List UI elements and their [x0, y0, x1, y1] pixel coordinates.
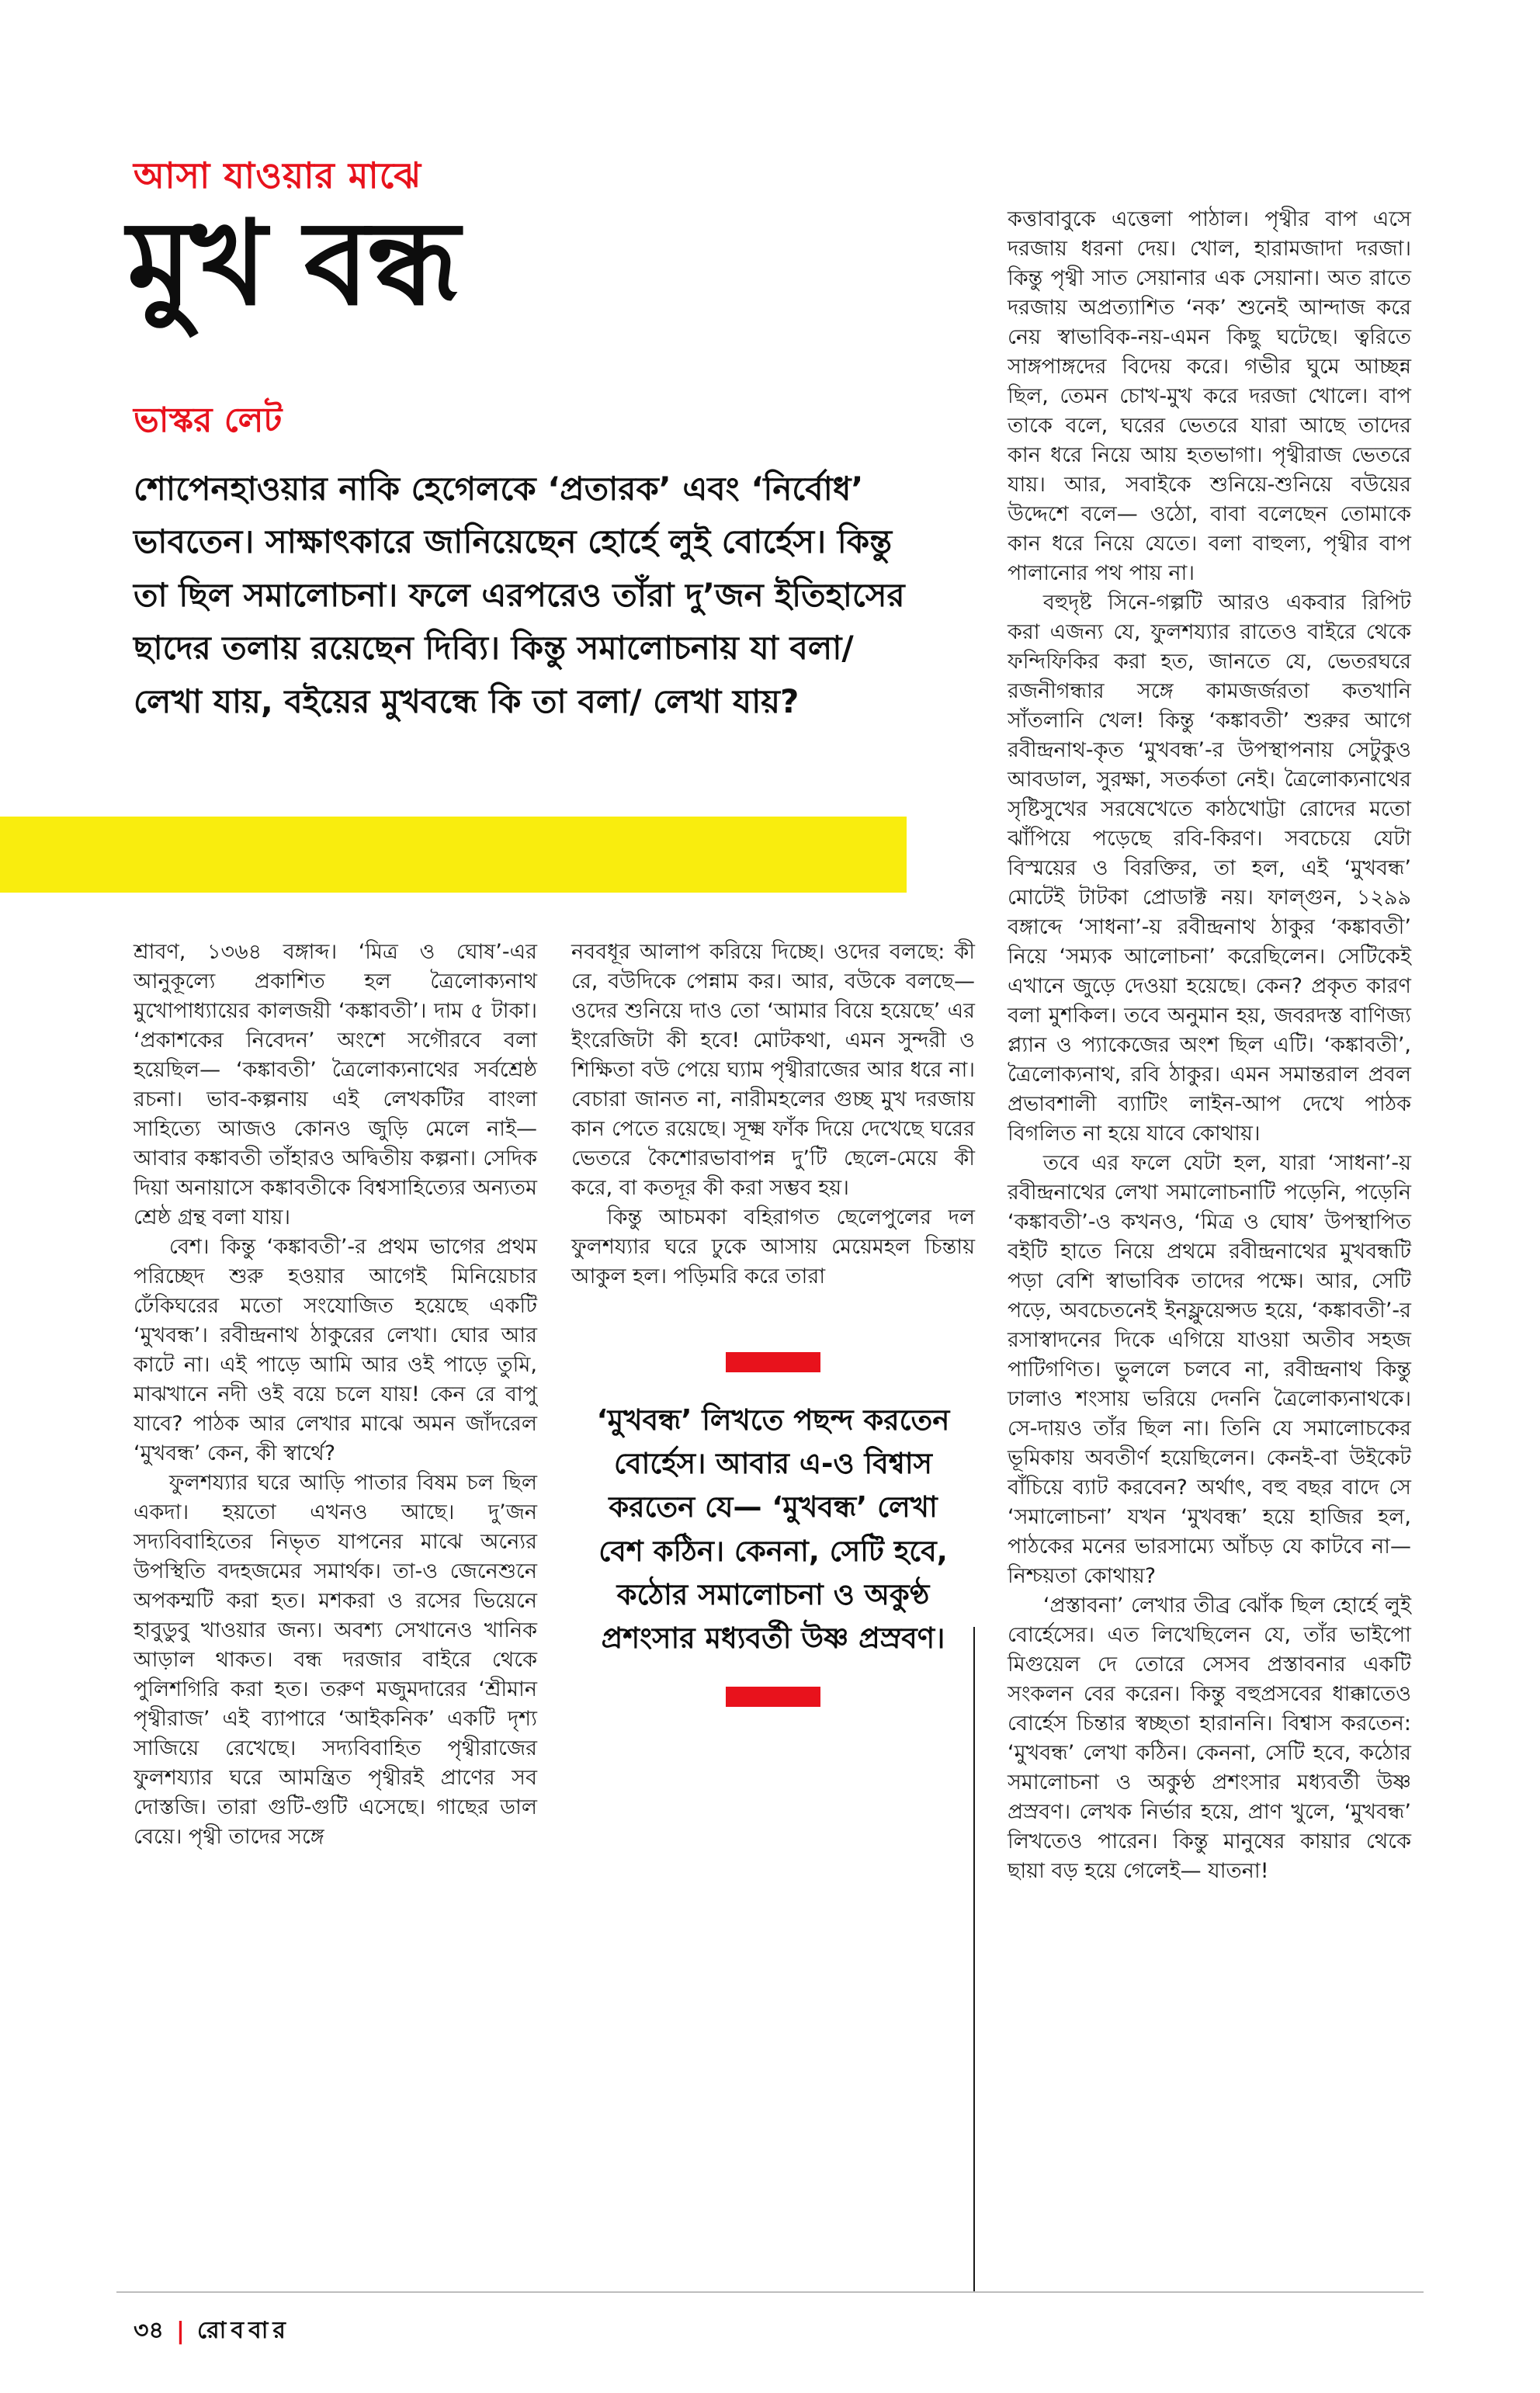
- page-footer: [134, 2311, 290, 2351]
- column-divider-rule: [973, 1627, 975, 2291]
- body-paragraph: নববধূর আলাপ করিয়ে দিচ্ছে। ওদের বলছে: কী রে, বউদিকে পেন্নাম কর। আর, বউকে বলছে— ওদের শুনিয়ে দাও তো ‘আমার বিয়ে হয়েছে’ এর ইংরেজিটা কী হবে! মোটকথা, এমন সুন্দরী ও শিক্ষিতা বউ পেয়ে ঘ্যাম পৃথ্বীরাজের আর ধরে না। বেচারা জানত না, নারীমহলের গুচ্ছ মুখ দরজায় কান পেতে রয়েছে। সূক্ষ্ম ফাঁক দিয়ে দেখেছে ঘরের ভেতরে কৈশোরভাবাপন্ন দু’টি ছেলে-মেয়ে কী করে, বা কতদূর কী করা সম্ভব হয়।: [571, 940, 975, 1200]
- author-byline: ভাস্কর লেট: [134, 401, 283, 440]
- footer-rule: [116, 2291, 1424, 2293]
- magazine-name: রোববার: [196, 2317, 290, 2344]
- body-paragraph: বেশ। কিন্তু ‘কঙ্কাবতী’-র প্রথম ভাগের প্রথম পরিচ্ছেদ শুরু হওয়ার আগেই মিনিয়েচার ঢেঁকিঘরের মতো সংযোজিত হয়েছে একটি ‘মুখবন্ধ’। রবীন্দ্রনাথ ঠাকুরের লেখা। ঘোর আর কাটে না। এই পাড়ে আমি আর ওই পাড়ে তুমি, মাঝখানে নদী ওই বয়ে চলে যায়! কেন রে বাপু যাবে? পাঠক আর লেখার মাঝে অমন জাঁদরেল ‘মুখবন্ধ’ কেন, কী স্বার্থে?: [134, 1235, 537, 1465]
- footer-separator: |: [175, 2318, 185, 2345]
- pull-quote-top-rule: [726, 1352, 820, 1372]
- yellow-highlight-bar: [0, 817, 907, 893]
- lead-paragraph: শোপেনহাওয়ার নাকি হেগেলকে ‘প্রতারক’ এবং ‘নির্বোধ’ ভাবতেন। সাক্ষাৎকারে জানিয়েছেন হোর্হে লুই বোর্হেস। কিন্তু তা ছিল সমালোচনা। ফলে এরপরেও তাঁরা দু’জন ইতিহাসের ছাদের তলায় রয়েছেন দিব্যি। কিন্তু সমালোচনায় যা বলা/ লেখা যায়, বইয়ের মুখবন্ধে কি তা বলা/ লেখা যায়?: [134, 470, 905, 720]
- body-column-1: [134, 938, 537, 1852]
- article-title: মুখ বন্ধ: [127, 196, 459, 331]
- section-kicker: আসা যাওয়ার মাঝে: [134, 154, 422, 196]
- body-paragraph: কিন্তু আচমকা বহিরাগত ছেলেপুলের দল ফুলশয্যার ঘরে ঢুকে আসায় মেয়েমহল চিন্তায় আকুল হল। পড়িমরি করে তারা: [571, 1205, 975, 1288]
- pull-quote-bottom-rule: [726, 1687, 820, 1707]
- pull-quote: [571, 1352, 975, 1707]
- pull-quote-text: ‘মুখবন্ধ’ লিখতে পছন্দ করতেন বোর্হেস। আবার এ-ও বিশ্বাস করতেন যে— ‘মুখবন্ধ’ লেখা বেশ কঠিন। কেননা, সেটি হবে, কঠোর সমালোচনা ও অকুণ্ঠ প্রশংসার মধ্যবর্তী উষ্ণ প্রস্রবণ।: [596, 1403, 950, 1656]
- body-column-3: [1008, 205, 1411, 1886]
- body-column-2: [571, 938, 975, 1707]
- body-paragraph: কত্তাবাবুকে এত্তেলা পাঠাল। পৃথ্বীর বাপ এসে দরজায় ধরনা দেয়। খোল, হারামজাদা দরজা। কিন্তু পৃথ্বী সাত সেয়ানার এক সেয়ানা। অত রাতে দরজায় অপ্রত্যাশিত ‘নক’ শুনেই আন্দাজ করে নেয় স্বাভাবিক-নয়-এমন কিছু ঘটেছে। ত্বরিতে সাঙ্গপাঙ্গদের বিদেয় করে। গভীর ঘুমে আচ্ছন্ন ছিল, তেমন চোখ-মুখ করে দরজা খোলে। বাপ তাকে বলে, ঘরের ভেতরে যারা আছে তাদের কান ধরে নিয়ে আয় হতভাগা। পৃথ্বীরাজ ভেতরে যায়। আর, সবাইকে শুনিয়ে-শুনিয়ে বউয়ের উদ্দেশে বলে— ওঠো, বাবা বলেছেন তোমাকে কান ধরে নিয়ে যেতে। বলা বাহুল্য, পৃথ্বীর বাপ পালানোর পথ পায় না।: [1008, 207, 1411, 585]
- body-paragraph: ‘প্রস্তাবনা’ লেখার তীব্র ঝোঁক ছিল হোর্হে লুই বোর্হেসের। এত লিখেছিলেন যে, তাঁর ভাইপো মিগুয়েল দে তোরে সেসব প্রস্তাবনার একটি সংকলন বের করেন। কিন্তু বহুপ্রসবের ধাক্কাতেও বোর্হেস চিন্তার স্বচ্ছতা হারাননি। বিশ্বাস করতেন: ‘মুখবন্ধ’ লেখা কঠিন। কেননা, সেটি হবে, কঠোর সমালোচনা ও অকুণ্ঠ প্রশংসার মধ্যবর্তী উষ্ণ প্রস্রবণ। লেখক নির্ভার হয়ে, প্রাণ খুলে, ‘মুখবন্ধ’ লিখতেও পারেন। কিন্তু মানুষের কায়ার থেকে ছায়া বড় হয়ে গেলেই— যাতনা!: [1008, 1594, 1411, 1883]
- body-paragraph: তবে এর ফলে যেটা হল, যারা ‘সাধনা’-য় রবীন্দ্রনাথের লেখা সমালোচনাটি পড়েনি, পড়েনি ‘কঙ্কাবতী’-ও কখনও, ‘মিত্র ও ঘোষ’ উপস্থাপিত বইটি হাতে নিয়ে প্রথমে রবীন্দ্রনাথের মুখবন্ধটি পড়া বেশি স্বাভাবিক তাদের পক্ষে। আর, সেটি পড়ে, অবচেতনেই ইনফ্লুয়েন্সড হয়ে, ‘কঙ্কাবতী’-র রসাস্বাদনের দিকে এগিয়ে যাওয়া অতীব সহজ পাটিগণিত। ভুললে চলবে না, রবীন্দ্রনাথ কিন্তু ঢালাও শংসায় ভরিয়ে দেননি ত্রৈলোক্যনাথকে। সে-দায়ও তাঁর ছিল না। তিনি যে সমালোচকের ভূমিকায় অবতীর্ণ হয়েছিলেন। কেনই-বা উইকেট বাঁচিয়ে ব্যাট করবেন? অর্থাৎ, বহু বছর বাদে সে ‘সমালোচনা’ যখন ‘মুখবন্ধ’ হয়ে হাজির হল, পাঠকের মনের ভারসাম্যে আঁচড় যে কাটবে না— নিশ্চয়তা কোথায়?: [1008, 1151, 1411, 1588]
- page-number: ৩৪: [134, 2317, 164, 2344]
- body-paragraph: ফুলশয্যার ঘরে আড়ি পাতার বিষম চল ছিল একদা। হয়তো এখনও আছে। দু’জন সদ্যবিবাহিতের নিভৃত যাপনের মাঝে অন্যের উপস্থিতি বদহজমের সমার্থক। তা-ও জেনেশুনে অপকম্মটি করা হত। মশকরা ও রসের ভিয়েনে হাবুডুবু খাওয়ার জন্য। অবশ্য সেখানেও খানিক আড়াল থাকত। বন্ধ দরজার বাইরে থেকে পুলিশগিরি করা হত। তরুণ মজুমদারের ‘শ্রীমান পৃথ্বীরাজ’ এই ব্যাপারে ‘আইকনিক’ একটি দৃশ্য সাজিয়ে রেখেছে। সদ্যবিবাহিত পৃথ্বীরাজের ফুলশয্যার ঘরে আমন্ত্রিত পৃথ্বীরই প্রাণের সব দোস্তজি। তারা গুটি-গুটি এসেছে। গাছের ডাল বেয়ে। পৃথ্বী তাদের সঙ্গে: [134, 1471, 537, 1849]
- body-paragraph: বহুদৃষ্ট সিনে-গল্পটি আরও একবার রিপিট করা এজন্য যে, ফুলশয্যার রাতেও বাইরে থেকে ফন্দিফিকির করা হত, জানতে যে, ভেতরঘরে রজনীগন্ধার সঙ্গে কামজর্জরতা কতখানি সাঁতলানি খেল! কিন্তু ‘কঙ্কাবতী’ শুরুর আগে রবীন্দ্রনাথ-কৃত ‘মুখবন্ধ’-র উপস্থাপনায় সেটুকুও আবডাল, সুরক্ষা, সতর্কতা নেই। ত্রৈলোক্যনাথের সৃষ্টিসুখের সরষেখেতে কাঠখোট্টা রোদের মতো ঝাঁপিয়ে পড়েছে রবি-কিরণ। সবচেয়ে যেটা বিস্ময়ের ও বিরক্তির, তা হল, এই ‘মুখবন্ধ’ মোটেই টাটকা প্রোডাক্ট নয়। ফাল্গুন, ১২৯৯ বঙ্গাব্দে ‘সাধনা’-য় রবীন্দ্রনাথ ঠাকুর ‘কঙ্কাবতী’ নিয়ে ‘সম্যক আলোচনা’ করেছিলেন। সেটিকেই এখানে জুড়ে দেওয়া হয়েছে। কেন? প্রকৃত কারণ বলা মুশকিল। তবে অনুমান হয়, জবরদস্ত বাণিজ্য প্ল্যান ও প্যাকেজের অংশ ছিল এটি। ‘কঙ্কাবতী’, ত্রৈলোক্যনাথ, রবি ঠাকুর। এমন সমান্তরাল প্রবল প্রভাবশালী ব্যাটিং লাইন-আপ দেখে পাঠক বিগলিত না হয়ে যাবে কোথায়।: [1008, 591, 1411, 1146]
- body-paragraph: শ্রাবণ, ১৩৬৪ বঙ্গাব্দ। ‘মিত্র ও ঘোষ’-এর আনুকূল্যে প্রকাশিত হল ত্রৈলোক্যনাথ মুখোপাধ্যায়ের কালজয়ী ‘কঙ্কাবতী’। দাম ৫ টাকা। ‘প্রকাশকের নিবেদন’ অংশে সগৌরবে বলা হয়েছিল— ‘কঙ্কাবতী’ ত্রৈলোক্যনাথের সর্বশ্রেষ্ঠ রচনা। ভাব-কল্পনায় এই লেখকটির বাংলা সাহিত্যে আজও কোনও জুড়ি মেলে নাই— আবার কঙ্কাবতী তাঁহারও অদ্বিতীয় কল্পনা। সেদিক দিয়া অনায়াসে কঙ্কাবতীকে বিশ্বসাহিত্যের অন্যতম শ্রেষ্ঠ গ্রন্থ বলা যায়।: [134, 940, 537, 1229]
